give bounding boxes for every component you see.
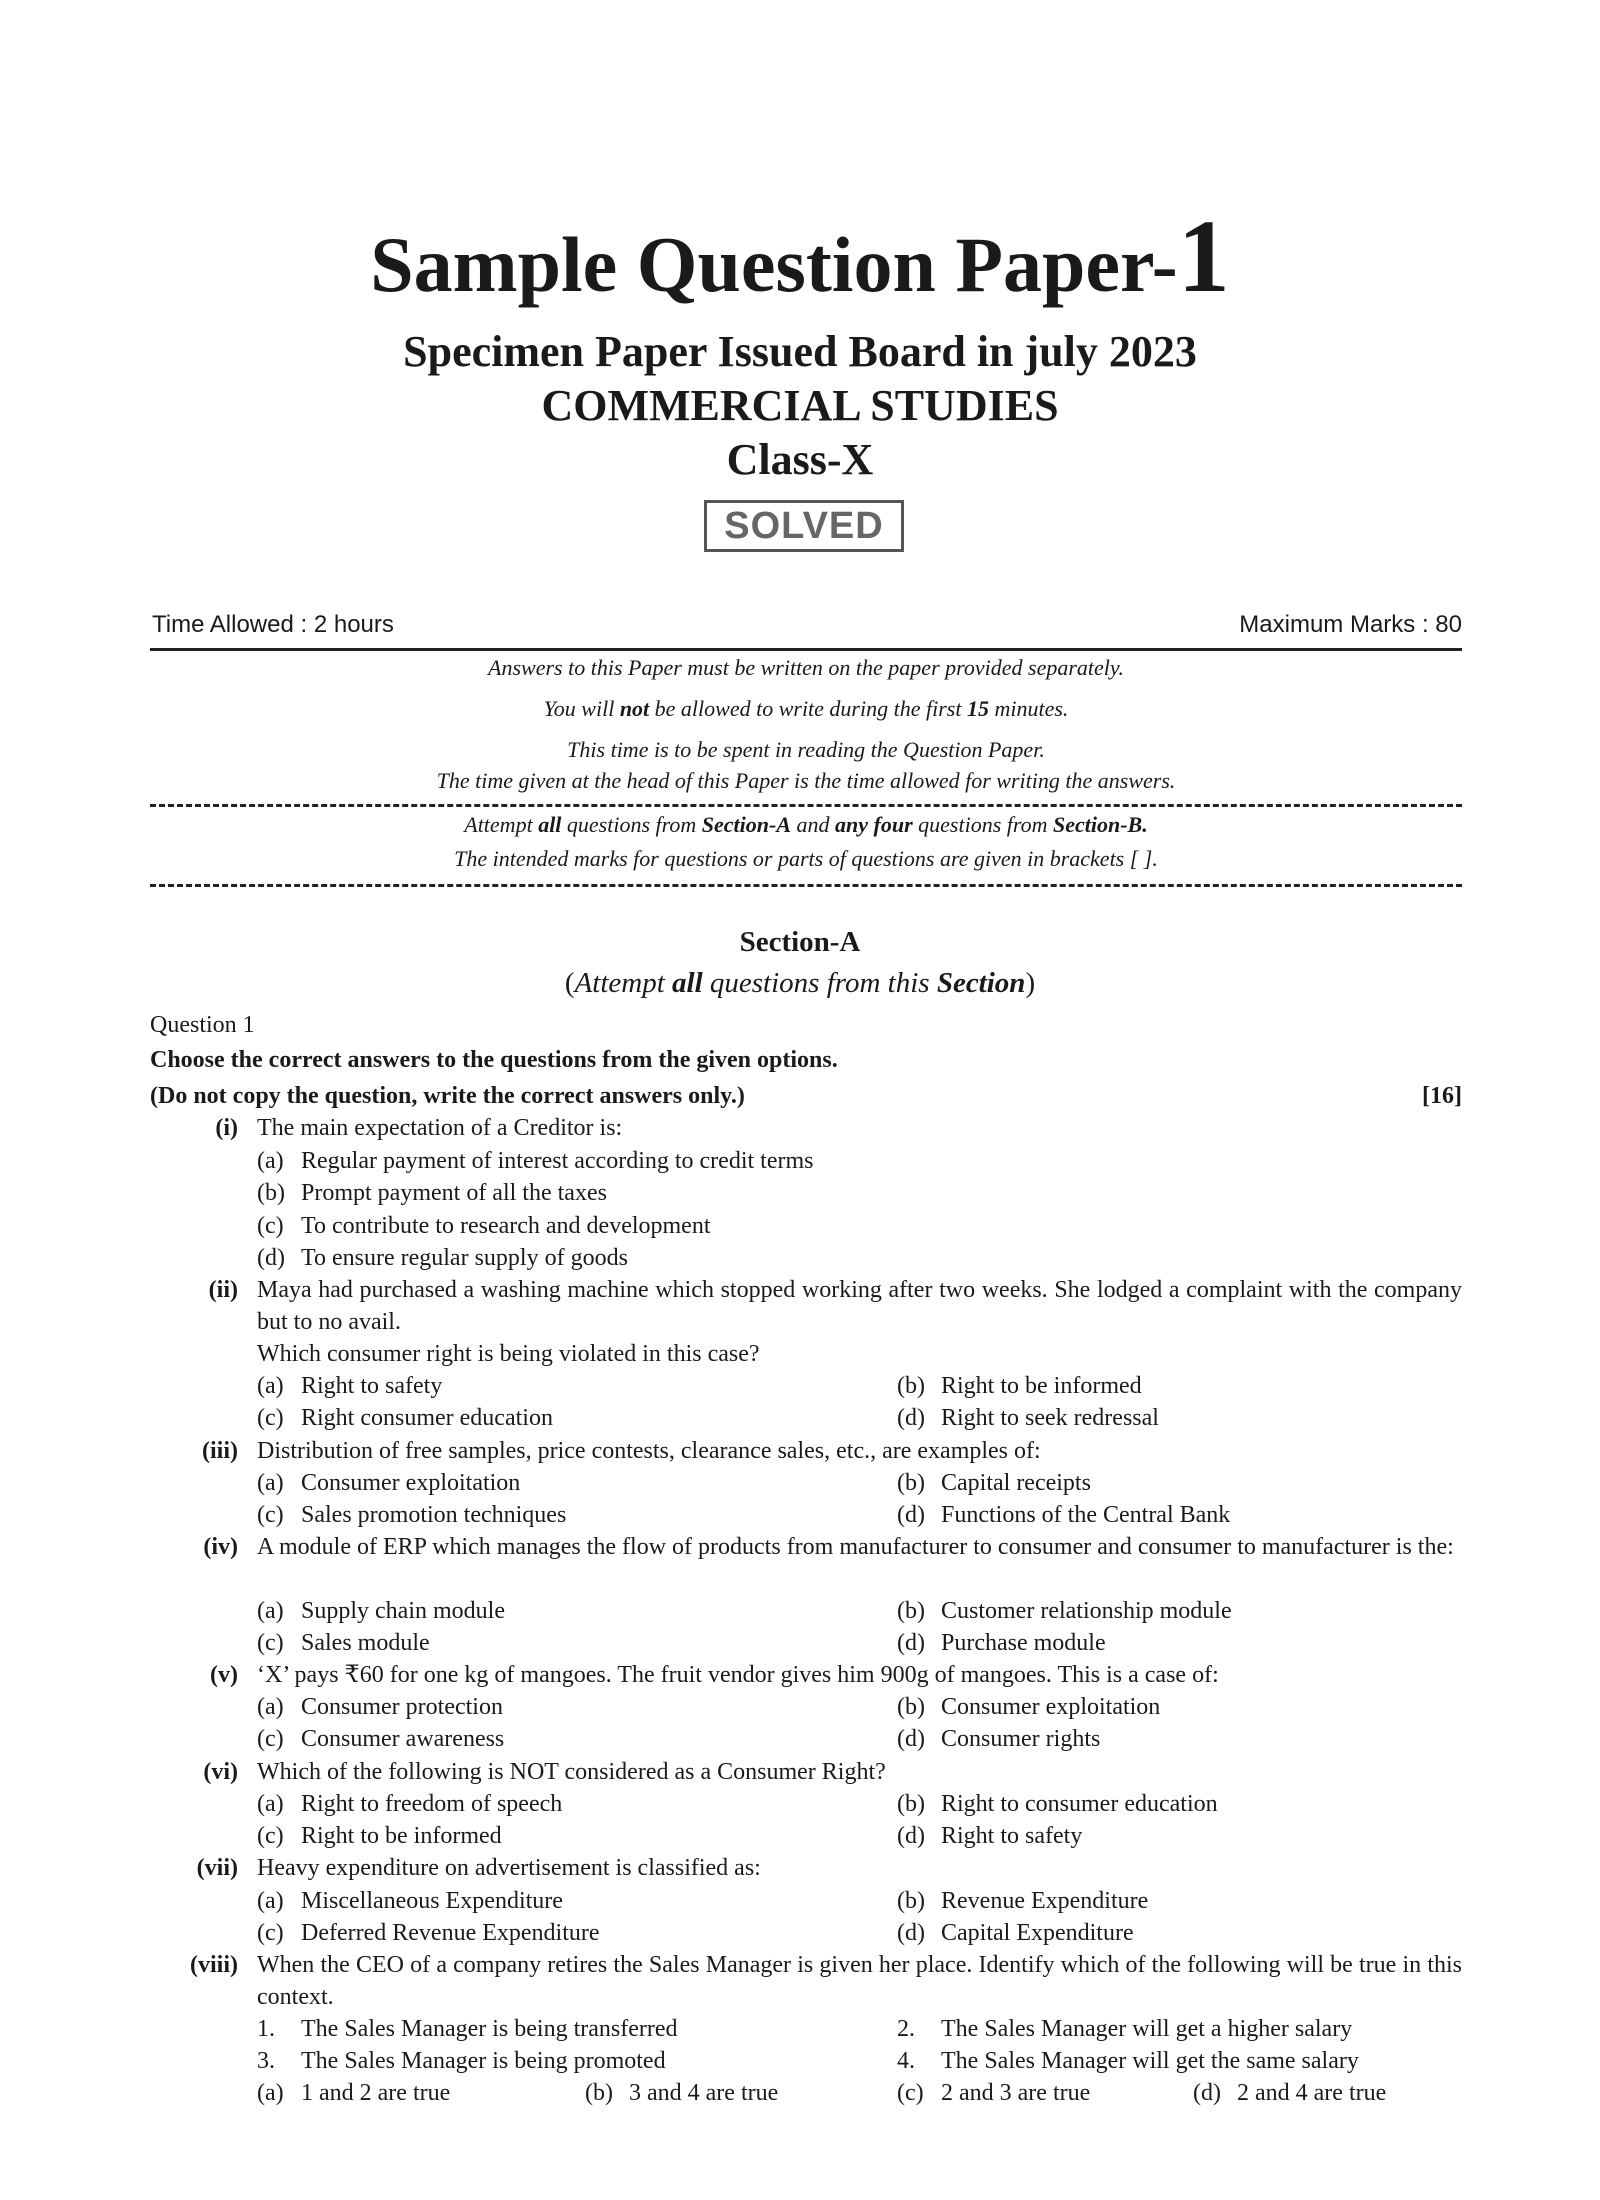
option-item: (d) Right to safety [897, 1823, 1083, 1849]
option-item: (d) To ensure regular supply of goods [257, 1245, 628, 1271]
question-1-instruction: Choose the correct answers to the questions from the given options. [150, 1047, 838, 1073]
paper-subtitle: Specimen Paper Issued Board in july 2023 [403, 327, 1197, 376]
option-item: (c) To contribute to research and development [257, 1213, 711, 1239]
option-item: (d) Functions of the Central Bank [897, 1502, 1231, 1528]
question-text: ‘X’ pays ₹60 for one kg of mangoes. The fruit vendor gives him 900g of mangoes. This is a case of: [257, 1662, 1219, 1688]
section-note: (Attempt all questions from this Section) [564, 967, 1036, 999]
time-allowed: Time Allowed : 2 hours [152, 611, 394, 638]
question-1-marks: [16] [1422, 1083, 1462, 1109]
option-item: (b) Right to consumer education [897, 1791, 1218, 1817]
solved-badge: SOLVED [704, 500, 904, 552]
statement-item: 2. The Sales Manager will get a higher salary [897, 2016, 1353, 2042]
option-item: (d) Consumer rights [897, 1726, 1101, 1752]
question-text: Distribution of free samples, price contests, clearance sales, etc., are examples of: [257, 1438, 1041, 1464]
question-text: Which of the following is NOT considered as a Consumer Right? [257, 1759, 886, 1785]
option-item: (b) Customer relationship module [897, 1598, 1232, 1624]
option-item: (c) Sales module [257, 1630, 430, 1656]
question-text: Heavy expenditure on advertisement is classified as: [257, 1855, 761, 1881]
question-number: (v) [210, 1662, 238, 1688]
question-1-label: Question 1 [150, 1012, 255, 1038]
statement-item: 3. The Sales Manager is being promoted [257, 2048, 666, 2074]
question-text: When the CEO of a company retires the Sales Manager is given her place. Identify which of the following will be true in this context. [257, 1952, 1462, 2010]
option-item: (d) Purchase module [897, 1630, 1106, 1656]
paper-title-text: Sample Question Paper- [370, 221, 1178, 308]
instruction-line-3: This time is to be spent in reading the Question Paper. [567, 737, 1045, 762]
option-item: (d) Right to seek redressal [897, 1405, 1159, 1431]
maximum-marks: Maximum Marks : 80 [1239, 611, 1462, 638]
instruction-line-1: Answers to this Paper must be written on the paper provided separately. [488, 655, 1124, 680]
option-item: (d) 2 and 4 are true [1193, 2080, 1387, 2106]
instruction-divider-1 [150, 804, 1462, 807]
instruction-line-6: The intended marks for questions or parts of questions are given in brackets [ ]. [454, 846, 1158, 871]
header-divider [150, 648, 1462, 651]
option-item: (c) Right to be informed [257, 1823, 502, 1849]
question-subtext: Which consumer right is being violated in this case? [257, 1341, 760, 1367]
question-1-note: (Do not copy the question, write the correct answers only.) [150, 1083, 745, 1109]
option-item: (a) Supply chain module [257, 1598, 505, 1624]
option-item: (c) Consumer awareness [257, 1726, 505, 1752]
question-number: (iv) [203, 1534, 238, 1560]
option-item: (c) 2 and 3 are true [897, 2080, 1091, 2106]
option-item: (b) Prompt payment of all the taxes [257, 1180, 607, 1206]
option-item: (b) Right to be informed [897, 1373, 1142, 1399]
option-item: (c) Sales promotion techniques [257, 1502, 567, 1528]
question-number: (ii) [208, 1277, 238, 1303]
statement-item: 4. The Sales Manager will get the same salary [897, 2048, 1359, 2074]
option-item: (b) Revenue Expenditure [897, 1888, 1149, 1914]
paper-title-number: 1 [1177, 199, 1230, 314]
section-title: Section-A [739, 926, 861, 958]
instruction-line-2: You will not be allowed to write during the first 15 minutes. [543, 696, 1069, 721]
statement-item: 1. The Sales Manager is being transferred [257, 2016, 678, 2042]
question-text: The main expectation of a Creditor is: [257, 1115, 623, 1141]
option-item: (b) 3 and 4 are true [585, 2080, 779, 2106]
question-number: (iii) [202, 1438, 238, 1464]
question-number: (vii) [196, 1855, 238, 1881]
option-item: (a) Regular payment of interest according to credit terms [257, 1148, 814, 1174]
instruction-line-4: The time given at the head of this Paper is the time allowed for writing the answers. [436, 768, 1176, 793]
paper-title [0, 199, 1600, 314]
instruction-line-5: Attempt all questions from Section-A and any four questions from Section-B. [464, 812, 1148, 837]
question-number: (i) [215, 1115, 238, 1141]
class-title: Class-X [726, 435, 874, 484]
option-item: (a) 1 and 2 are true [257, 2080, 451, 2106]
question-number: (viii) [190, 1952, 238, 1978]
question-number: (vi) [203, 1759, 238, 1785]
question-text: A module of ERP which manages the flow of products from manufacturer to consumer and consumer to manufacturer is the: [257, 1534, 1454, 1560]
option-item: (a) Right to freedom of speech [257, 1791, 563, 1817]
subject-title: COMMERCIAL STUDIES [541, 381, 1059, 430]
option-item: (c) Right consumer education [257, 1405, 553, 1431]
option-item: (a) Right to safety [257, 1373, 443, 1399]
option-item: (a) Consumer protection [257, 1694, 503, 1720]
option-item: (d) Capital Expenditure [897, 1920, 1134, 1946]
option-item: (c) Deferred Revenue Expenditure [257, 1920, 600, 1946]
option-item: (a) Miscellaneous Expenditure [257, 1888, 563, 1914]
option-item: (b) Capital receipts [897, 1470, 1091, 1496]
instruction-divider-2 [150, 884, 1462, 887]
option-item: (b) Consumer exploitation [897, 1694, 1161, 1720]
question-text: Maya had purchased a washing machine which stopped working after two weeks. She lodged a complaint with the company but to no avail. [257, 1277, 1462, 1335]
option-item: (a) Consumer exploitation [257, 1470, 521, 1496]
